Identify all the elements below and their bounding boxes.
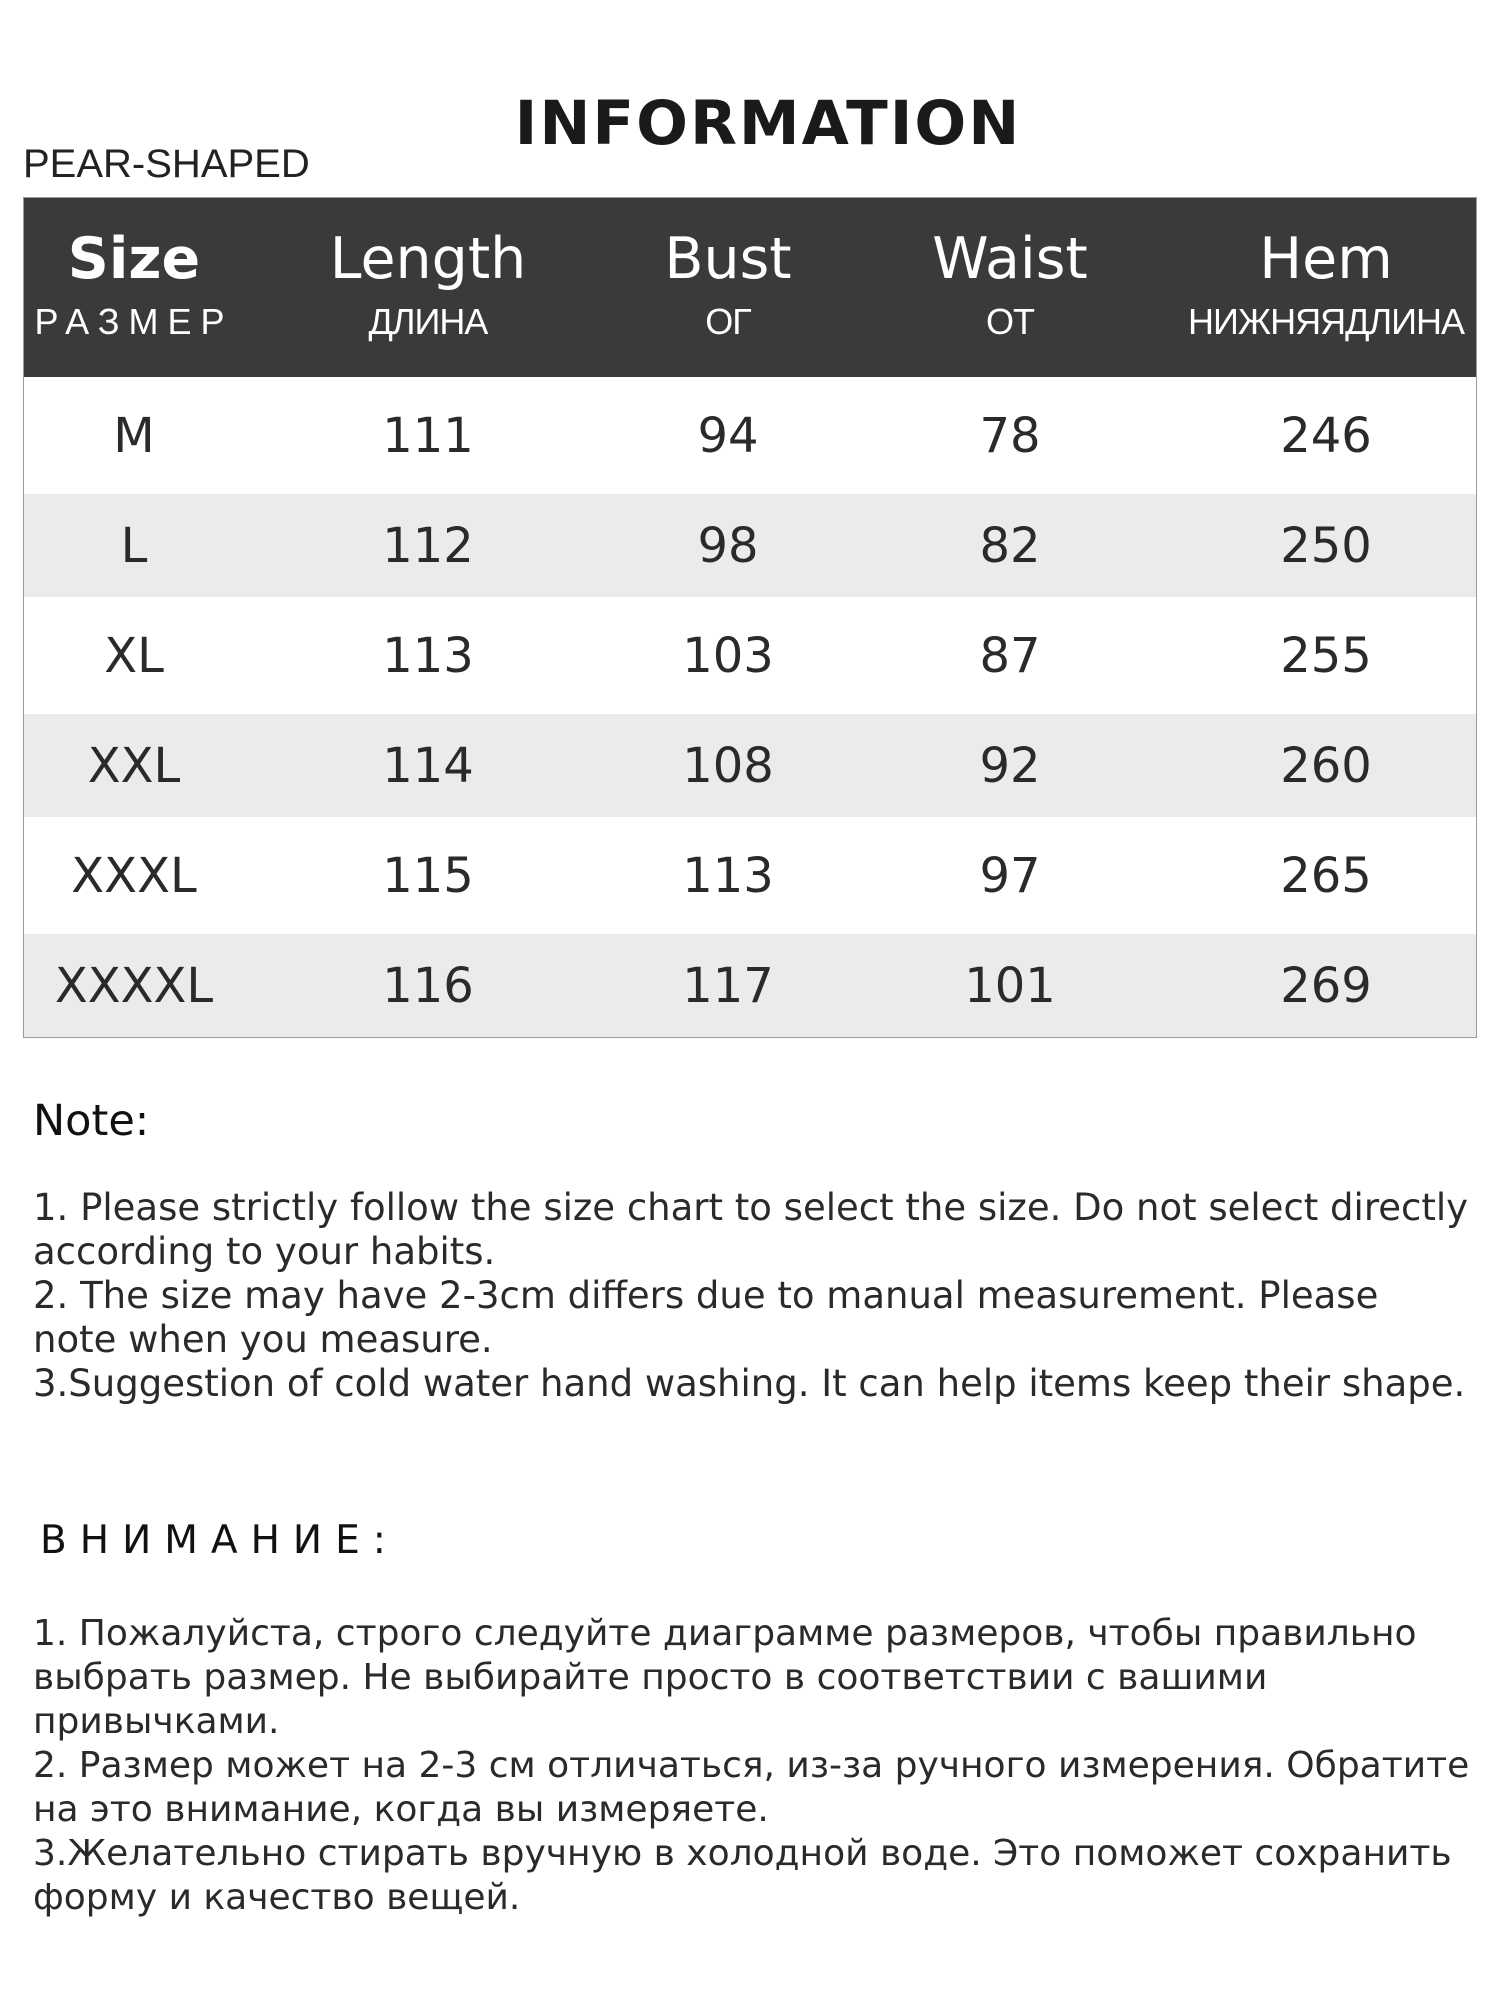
cell-bust: 108 — [682, 737, 774, 794]
cell-size: XXXXL — [54, 957, 214, 1014]
cell-length: 111 — [382, 407, 474, 464]
header-length-en: Length — [329, 226, 527, 292]
cell-waist: 78 — [979, 407, 1041, 464]
cell-bust: 117 — [682, 957, 774, 1014]
table-row — [24, 817, 1476, 934]
cell-hem: 269 — [1280, 957, 1372, 1014]
cell-waist: 92 — [979, 737, 1041, 794]
header-waist-en: Waist — [932, 226, 1088, 292]
cell-length: 114 — [382, 737, 474, 794]
cell-size: XL — [104, 627, 164, 684]
header-hem-ru: НИЖНЯЯДЛИНА — [1188, 301, 1464, 342]
table-row — [24, 494, 1476, 597]
table-header-row — [24, 198, 1476, 377]
note-list — [33, 1186, 1473, 1406]
header-bust-ru: ОГ — [705, 301, 751, 342]
cell-waist: 101 — [964, 957, 1056, 1014]
header-length — [244, 198, 612, 377]
header-size — [24, 198, 244, 377]
header-size-ru: РАЗМЕР — [34, 301, 234, 342]
header-bust-en: Bust — [664, 226, 792, 292]
cell-size: XXXL — [71, 847, 197, 904]
header-hem — [1176, 198, 1476, 377]
cell-length: 116 — [382, 957, 474, 1014]
ru-note-item: 2. Размер может на 2-3 см отличаться, из-за ручного измерения. Обратите на это внимание, когда вы измеряете. — [33, 1745, 1470, 1830]
table-row — [24, 597, 1476, 714]
cell-waist: 82 — [979, 517, 1041, 574]
cell-length: 112 — [382, 517, 474, 574]
table-row — [24, 934, 1476, 1037]
cell-hem: 255 — [1280, 627, 1372, 684]
cell-hem: 246 — [1280, 407, 1372, 464]
cell-bust: 94 — [697, 407, 759, 464]
ru-note-item: 3.Желательно стирать вручную в холодной воде. Это поможет сохранить форму и качество вещей. — [33, 1833, 1452, 1918]
cell-size: L — [120, 517, 148, 574]
table-row — [24, 377, 1476, 494]
page-title: INFORMATION — [514, 88, 1022, 159]
header-hem-en: Hem — [1259, 226, 1393, 292]
cell-waist: 97 — [979, 847, 1041, 904]
note-item: 3.Suggestion of cold water hand washing. It can help items keep their shape. — [33, 1362, 1466, 1405]
note-heading: Note: — [33, 1096, 150, 1146]
cell-size: XXL — [87, 737, 181, 794]
header-length-ru: ДЛИНА — [368, 301, 488, 342]
ru-note-item: 1. Пожалуйста, строго следуйте диаграмме размеров, чтобы правильно выбрать размер. Не выбирайте просто в соответствии с вашими привычками. — [33, 1613, 1417, 1742]
header-waist-ru: ОТ — [986, 301, 1034, 342]
cell-bust: 103 — [682, 627, 774, 684]
cell-bust: 98 — [697, 517, 759, 574]
cell-length: 115 — [382, 847, 474, 904]
cell-bust: 113 — [682, 847, 774, 904]
note-item: 2. The size may have 2-3cm differs due to manual measurement. Please note when you measure. — [33, 1274, 1379, 1361]
ru-note-list — [33, 1612, 1483, 1920]
cell-waist: 87 — [979, 627, 1041, 684]
header-bust — [612, 198, 844, 377]
size-chart-table — [23, 197, 1477, 1038]
cell-hem: 260 — [1280, 737, 1372, 794]
header-waist — [844, 198, 1176, 377]
header-size-en: Size — [67, 226, 201, 292]
cell-hem: 265 — [1280, 847, 1372, 904]
note-item: 1. Please strictly follow the size chart to select the size. Do not select directly according to your habits. — [33, 1186, 1469, 1273]
cell-size: M — [113, 407, 155, 464]
ru-note-heading: ВНИМАНИЕ: — [40, 1518, 399, 1563]
table-row — [24, 714, 1476, 817]
cell-hem: 250 — [1280, 517, 1372, 574]
product-shape-label: PEAR-SHAPED — [23, 142, 310, 186]
cell-length: 113 — [382, 627, 474, 684]
